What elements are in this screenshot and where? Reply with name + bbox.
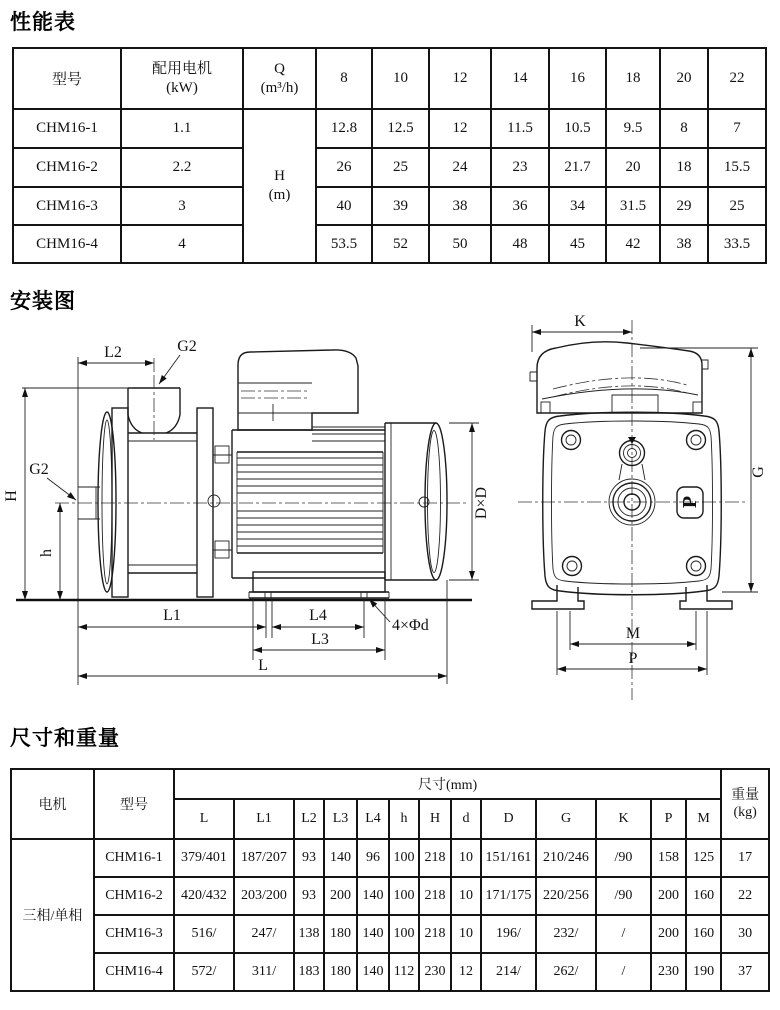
- table-row: [11, 877, 769, 915]
- cell-size: 160: [686, 915, 721, 953]
- cell-head-value: 15.5: [708, 148, 766, 187]
- header-q-line1: Q: [274, 60, 285, 77]
- cell-size: 214/: [481, 953, 536, 991]
- cell-model: CHM16-2: [94, 877, 174, 915]
- header-weight: [721, 769, 769, 839]
- cell-weight: 37: [721, 953, 769, 991]
- cell-head-value: 48: [491, 225, 549, 263]
- table-row: [13, 109, 766, 148]
- dim-label-l: L: [258, 657, 268, 674]
- cell-size: /: [596, 953, 651, 991]
- cell-head-value: 21.7: [549, 148, 606, 187]
- cell-kw: 3: [121, 187, 243, 225]
- dim-label-k: K: [574, 313, 586, 330]
- cell-size: 218: [419, 877, 451, 915]
- cell-head-value: 12: [429, 109, 491, 148]
- cell-size: 140: [324, 839, 357, 877]
- fan-cover-side: [385, 423, 447, 580]
- cell-size: 230: [419, 953, 451, 991]
- cell-kw: 2.2: [121, 148, 243, 187]
- cell-size: 160: [686, 877, 721, 915]
- header-q-line2: (m³/h): [260, 79, 299, 96]
- cell-size: 100: [389, 839, 419, 877]
- pump-body: [78, 408, 232, 597]
- cell-size: 196/: [481, 915, 536, 953]
- header-model: 型号: [13, 48, 121, 109]
- cell-head-value: 39: [372, 187, 429, 225]
- cell-head-value: 25: [708, 187, 766, 225]
- cell-model: CHM16-2: [13, 148, 121, 187]
- cell-size: 200: [651, 915, 686, 953]
- head-h-line1: H: [274, 168, 285, 185]
- cell-size: 10: [451, 915, 481, 953]
- cell-size: 247/: [234, 915, 294, 953]
- cell-size: 183: [294, 953, 324, 991]
- cell-size: /90: [596, 877, 651, 915]
- cell-head-value: 33.5: [708, 225, 766, 263]
- cell-head-value: 12.5: [372, 109, 429, 148]
- installation-section-title: 安装图: [10, 290, 76, 313]
- header-size-col: L2: [294, 799, 324, 839]
- cell-head-value: 7: [708, 109, 766, 148]
- header-size-col: h: [389, 799, 419, 839]
- cell-kw: 1.1: [121, 109, 243, 148]
- header-weight-line1: 重量: [731, 787, 760, 803]
- cell-size: 230: [651, 953, 686, 991]
- cell-weight: 22: [721, 877, 769, 915]
- header-motor: 电机: [11, 769, 94, 839]
- header-size-col: H: [419, 799, 451, 839]
- cell-head-value: 11.5: [491, 109, 549, 148]
- cell-size: 138: [294, 915, 324, 953]
- cell-head-value: 10.5: [549, 109, 606, 148]
- cell-model: CHM16-4: [13, 225, 121, 263]
- cell-size: /90: [596, 839, 651, 877]
- header-size-col: P: [651, 799, 686, 839]
- header-motor-power-line2: (kW): [166, 79, 198, 96]
- header-flow-value: 14: [491, 48, 549, 109]
- cell-head-value: 26: [316, 148, 372, 187]
- cell-model: CHM16-1: [13, 109, 121, 148]
- dim-label-l2: L2: [104, 344, 122, 361]
- cell-size: 218: [419, 915, 451, 953]
- header-size-col: d: [451, 799, 481, 839]
- cell-head-value: 18: [660, 148, 708, 187]
- cell-head-value: 24: [429, 148, 491, 187]
- dim-label-g: G: [750, 466, 767, 478]
- leader-holes: [369, 599, 390, 622]
- cell-head-value: 31.5: [606, 187, 660, 225]
- cell-size: 151/161: [481, 839, 536, 877]
- cell-size: 190: [686, 953, 721, 991]
- cell-size: 171/175: [481, 877, 536, 915]
- cell-head-h: [243, 109, 316, 263]
- cell-size: 180: [324, 915, 357, 953]
- cell-size: 420/432: [174, 877, 234, 915]
- cell-weight: 30: [721, 915, 769, 953]
- header-flow-value: 22: [708, 48, 766, 109]
- cell-size: 100: [389, 877, 419, 915]
- header-flow-value: 10: [372, 48, 429, 109]
- header-flow-q: [243, 48, 316, 109]
- cell-size: 112: [389, 953, 419, 991]
- dim-label-l1: L1: [163, 607, 181, 624]
- header-size-col: L: [174, 799, 234, 839]
- dimensions-table: [10, 768, 770, 992]
- header-size-group: 尺寸(mm): [174, 769, 721, 799]
- cell-head-value: 45: [549, 225, 606, 263]
- table-row: [11, 953, 769, 991]
- leader-g2-left: [47, 478, 76, 500]
- cell-head-value: 40: [316, 187, 372, 225]
- cell-weight: 17: [721, 839, 769, 877]
- header-flow-value: 18: [606, 48, 660, 109]
- table-row: [11, 915, 769, 953]
- dim-label-l4: L4: [309, 607, 327, 624]
- header-size-col: G: [536, 799, 596, 839]
- cell-head-value: 38: [429, 187, 491, 225]
- cell-head-value: 42: [606, 225, 660, 263]
- header-size-col: D: [481, 799, 536, 839]
- brand-logo-letter: P: [679, 495, 701, 509]
- dim-label-p: P: [628, 650, 638, 667]
- cell-head-value: 34: [549, 187, 606, 225]
- cell-head-value: 25: [372, 148, 429, 187]
- cell-size: 158: [651, 839, 686, 877]
- cell-size: 210/246: [536, 839, 596, 877]
- cell-head-value: 29: [660, 187, 708, 225]
- cell-kw: 4: [121, 225, 243, 263]
- cell-model: CHM16-4: [94, 953, 174, 991]
- cell-model: CHM16-1: [94, 839, 174, 877]
- motor-foot: [249, 572, 389, 598]
- pump-front-view: [518, 313, 767, 700]
- dim-label-holes: 4×Φd: [392, 617, 429, 634]
- motor-side: [232, 427, 385, 578]
- cell-size: 220/256: [536, 877, 596, 915]
- leader-g2-top: [159, 355, 180, 384]
- cell-motor-type: 三相/单相: [11, 839, 94, 991]
- cell-head-value: 23: [491, 148, 549, 187]
- performance-section-title: 性能表: [10, 11, 76, 34]
- cell-head-value: 8: [660, 109, 708, 148]
- header-flow-value: 12: [429, 48, 491, 109]
- cell-size: 200: [651, 877, 686, 915]
- cell-size: 140: [357, 877, 389, 915]
- cell-size: 203/200: [234, 877, 294, 915]
- dim-label-g2-top: G2: [177, 338, 197, 355]
- cell-head-value: 38: [660, 225, 708, 263]
- table-row: [11, 839, 769, 877]
- cell-size: 218: [419, 839, 451, 877]
- cell-size: 10: [451, 877, 481, 915]
- cell-size: 125: [686, 839, 721, 877]
- cell-size: 96: [357, 839, 389, 877]
- table-header-row: [13, 48, 766, 109]
- table-row: [13, 225, 766, 263]
- cell-size: 100: [389, 915, 419, 953]
- cell-size: 10: [451, 839, 481, 877]
- header-size-col: K: [596, 799, 651, 839]
- dim-label-h-total: H: [3, 490, 20, 502]
- cell-head-value: 12.8: [316, 109, 372, 148]
- dimensions-section-title: 尺寸和重量: [10, 727, 120, 750]
- dim-label-g2-left: G2: [29, 461, 49, 478]
- header-flow-value: 8: [316, 48, 372, 109]
- cell-size: 379/401: [174, 839, 234, 877]
- header-size-col: M: [686, 799, 721, 839]
- installation-diagram: [0, 300, 780, 710]
- table-row: [13, 148, 766, 187]
- cell-head-value: 52: [372, 225, 429, 263]
- header-motor-power-line1: 配用电机: [151, 60, 212, 77]
- cell-head-value: 53.5: [316, 225, 372, 263]
- discharge-port: [128, 375, 180, 440]
- table-header-row: [11, 769, 769, 799]
- cell-size: 572/: [174, 953, 234, 991]
- table-row: [13, 187, 766, 225]
- cell-size: 140: [357, 953, 389, 991]
- header-flow-value: 20: [660, 48, 708, 109]
- cell-size: 311/: [234, 953, 294, 991]
- terminal-box-side: [238, 350, 358, 430]
- dim-label-l3: L3: [311, 631, 329, 648]
- cell-size: 93: [294, 839, 324, 877]
- cell-head-value: 36: [491, 187, 549, 225]
- cell-size: /: [596, 915, 651, 953]
- cell-head-value: 20: [606, 148, 660, 187]
- pump-side-view: [3, 338, 490, 685]
- cell-size: 140: [357, 915, 389, 953]
- header-size-col: L3: [324, 799, 357, 839]
- dim-label-h-center: h: [38, 549, 55, 557]
- cell-size: 180: [324, 953, 357, 991]
- header-flow-value: 16: [549, 48, 606, 109]
- cell-size: 12: [451, 953, 481, 991]
- brand-logo-icon: [677, 487, 703, 518]
- performance-table: [12, 47, 767, 264]
- header-size-col: L1: [234, 799, 294, 839]
- dim-label-dxd: D×D: [473, 486, 490, 520]
- cell-size: 232/: [536, 915, 596, 953]
- cell-size: 93: [294, 877, 324, 915]
- cell-head-value: 50: [429, 225, 491, 263]
- header-size-col: L4: [357, 799, 389, 839]
- dim-label-m: M: [625, 625, 641, 642]
- cell-size: 187/207: [234, 839, 294, 877]
- terminal-box-front: [530, 342, 708, 413]
- cell-model: CHM16-3: [94, 915, 174, 953]
- cell-head-value: 9.5: [606, 109, 660, 148]
- cell-model: CHM16-3: [13, 187, 121, 225]
- header-model: 型号: [94, 769, 174, 839]
- header-motor-power: [121, 48, 243, 109]
- cell-size: 516/: [174, 915, 234, 953]
- head-h-line2: (m): [268, 187, 291, 203]
- cell-size: 262/: [536, 953, 596, 991]
- cell-size: 200: [324, 877, 357, 915]
- header-weight-line2: (kg): [733, 805, 757, 820]
